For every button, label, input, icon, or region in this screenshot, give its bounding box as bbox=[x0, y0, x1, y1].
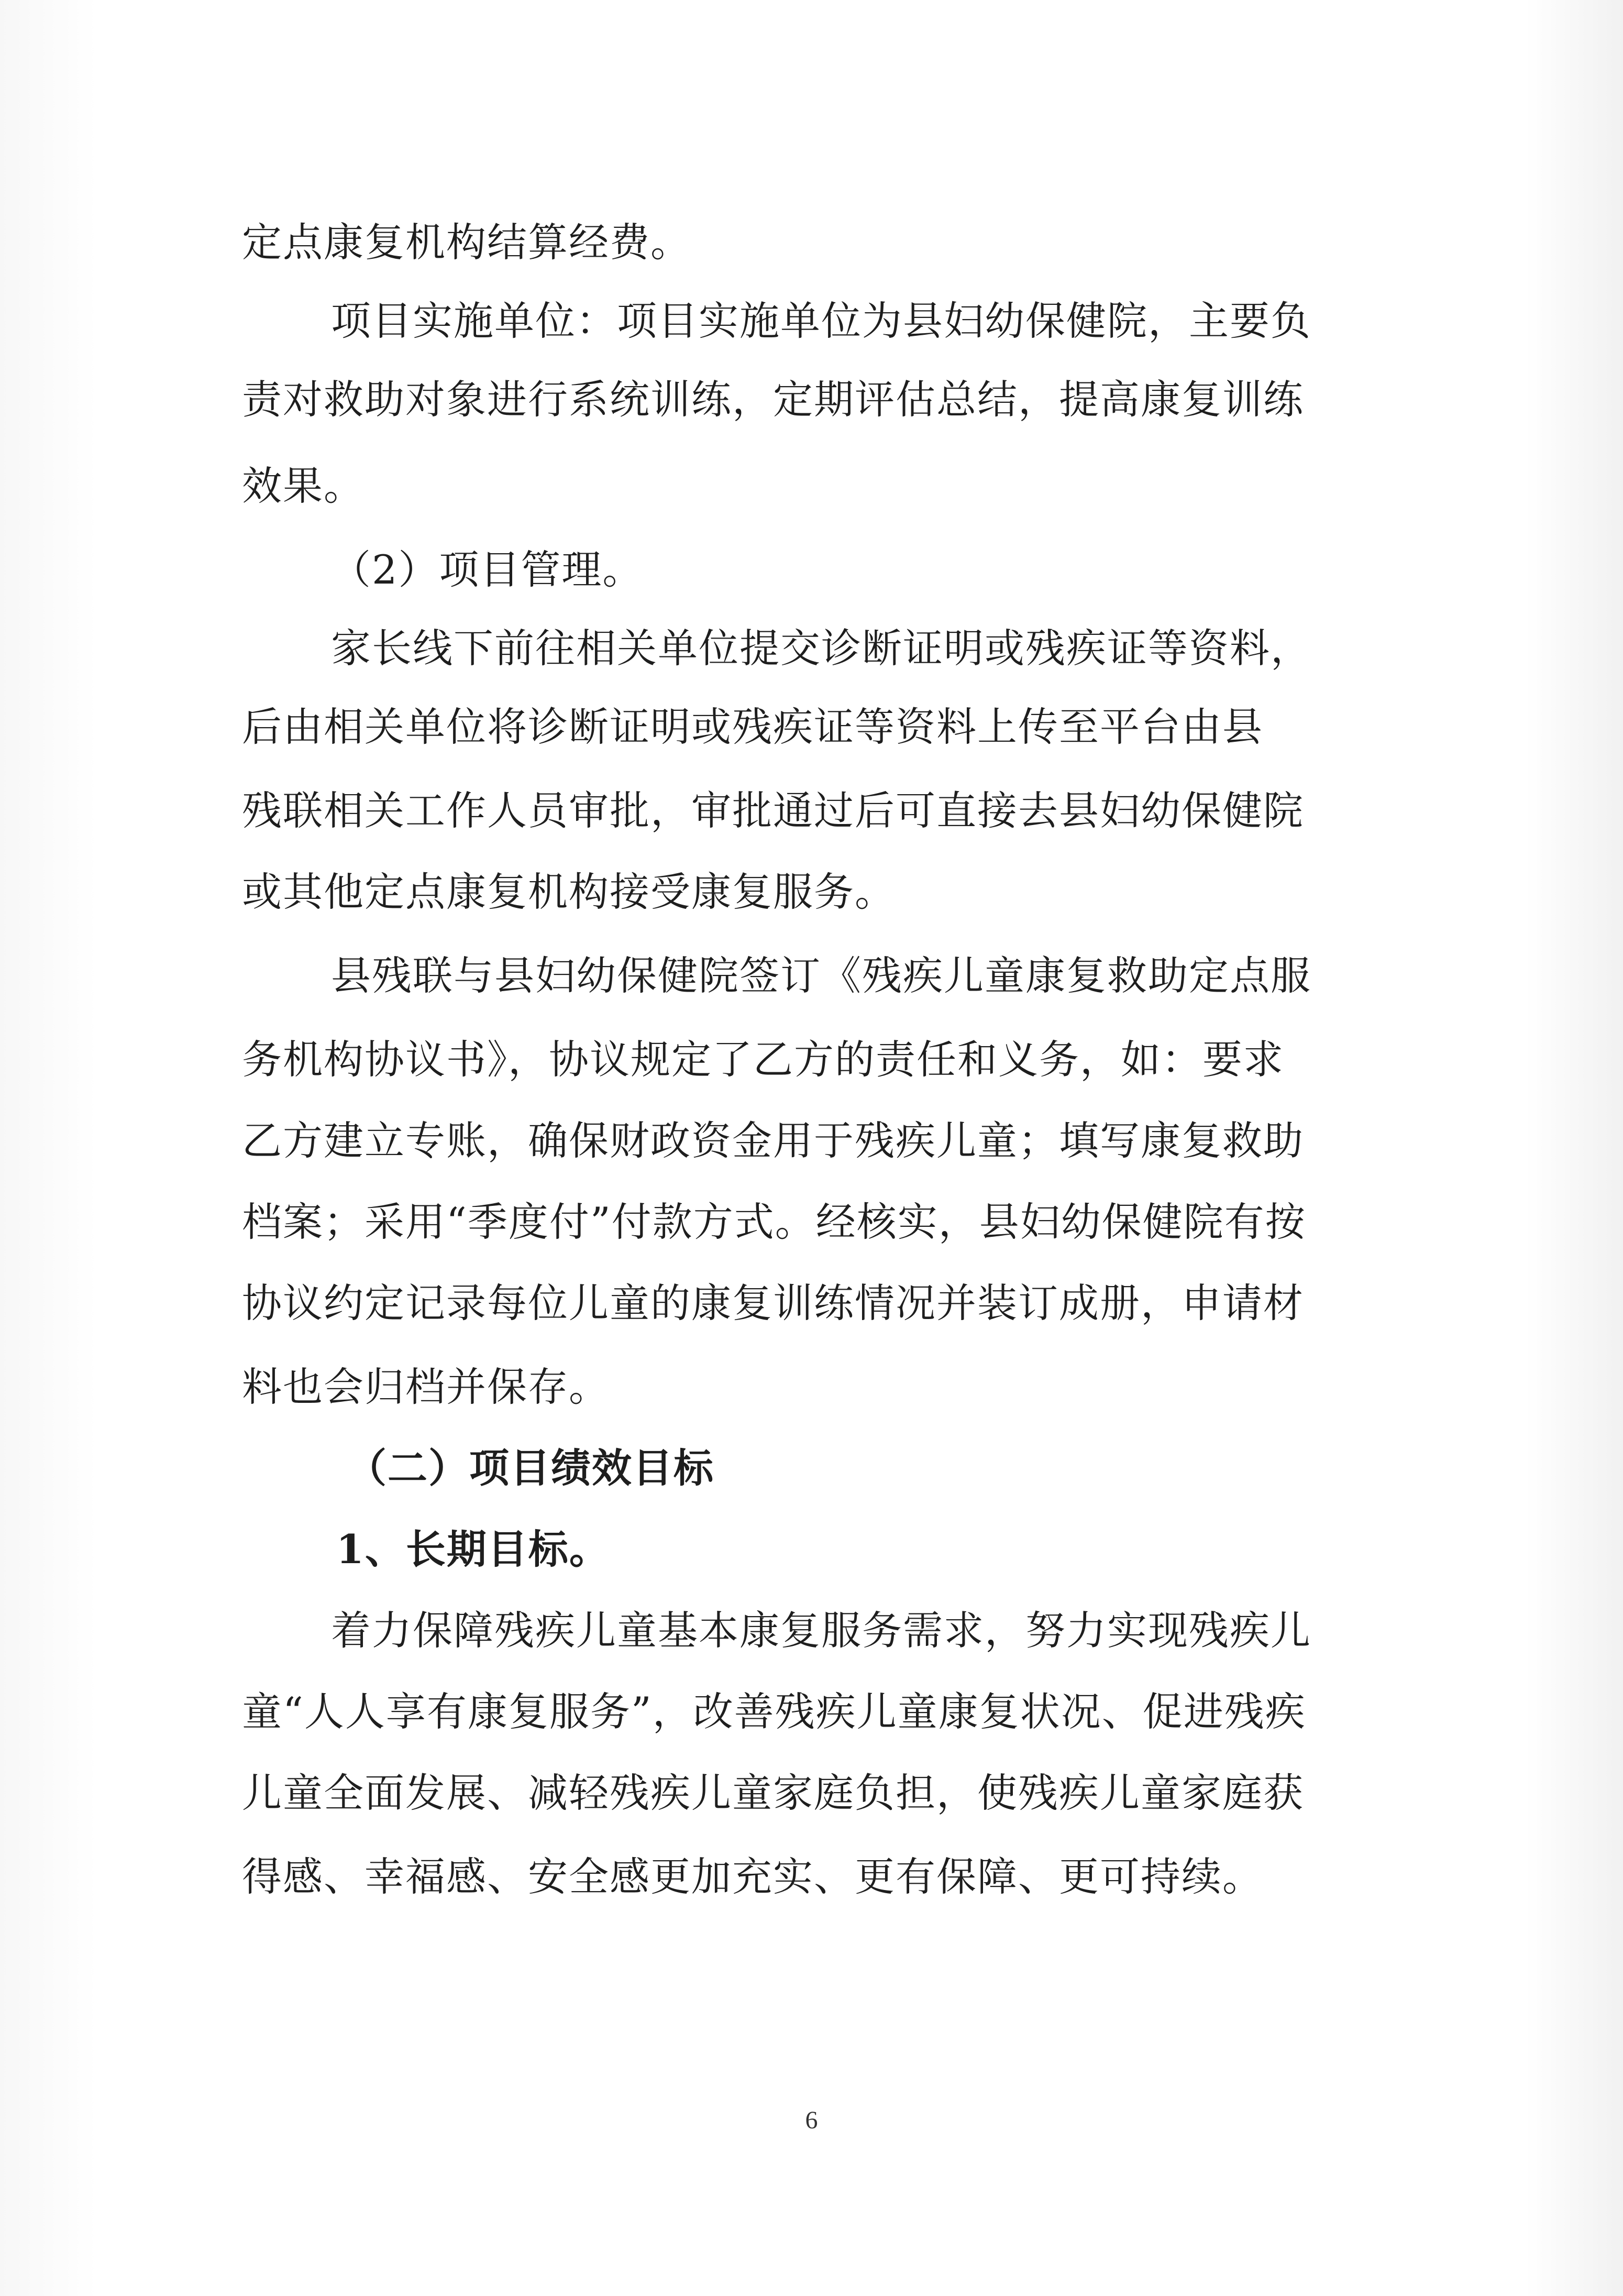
text-line: 务机构协议书》，协议规定了乙方的责任和义务，如：要求 bbox=[242, 1036, 1284, 1083]
text-line: 残联相关工作人员审批，审批通过后可直接去县妇幼保健院 bbox=[242, 787, 1304, 834]
text-line: 县残联与县妇幼保健院签订《残疾儿童康复救助定点服 bbox=[331, 952, 1311, 999]
text-line: 着力保障残疾儿童基本康复服务需求，努力实现残疾儿 bbox=[331, 1607, 1311, 1654]
text-line: 效果。 bbox=[242, 463, 365, 509]
text-line: 档案；采用“季度付”付款方式。经核实，县妇幼保健院有按 bbox=[242, 1199, 1306, 1245]
text-line: 得感、幸福感、安全感更加充实、更有保障、更可持续。 bbox=[242, 1853, 1263, 1900]
text-line: 或其他定点康复机构接受康复服务。 bbox=[242, 869, 896, 915]
text-line: 家长线下前往相关单位提交诊断证明或残疾证等资料， bbox=[331, 625, 1311, 672]
section-heading: （二）项目绩效目标 bbox=[347, 1445, 714, 1491]
page-number: 6 bbox=[805, 2106, 818, 2134]
text-line: 协议约定记录每位儿童的康复训练情况并装订成册，申请材 bbox=[242, 1280, 1304, 1326]
section-subheading: （2）项目管理。 bbox=[331, 546, 644, 593]
text-line: 童“人人享有康复服务”，改善残疾儿童康复状况、促进残疾 bbox=[242, 1688, 1306, 1735]
text-line: 定点康复机构结算经费。 bbox=[242, 219, 691, 266]
text-line: 料也会归档并保存。 bbox=[242, 1364, 610, 1410]
text-line: 项目实施单位：项目实施单位为县妇幼保健院，主要负 bbox=[331, 298, 1311, 344]
text-line: 责对救助对象进行系统训练，定期评估总结，提高康复训练 bbox=[242, 376, 1304, 423]
text-line: 乙方建立专账，确保财政资金用于残疾儿童；填写康复救助 bbox=[242, 1117, 1304, 1164]
subsection-heading: 1、长期目标。 bbox=[336, 1526, 610, 1573]
text-line: 后由相关单位将诊断证明或残疾证等资料上传至平台由县 bbox=[242, 704, 1263, 750]
text-line: 儿童全面发展、减轻残疾儿童家庭负担，使残疾儿童家庭获 bbox=[242, 1770, 1304, 1816]
